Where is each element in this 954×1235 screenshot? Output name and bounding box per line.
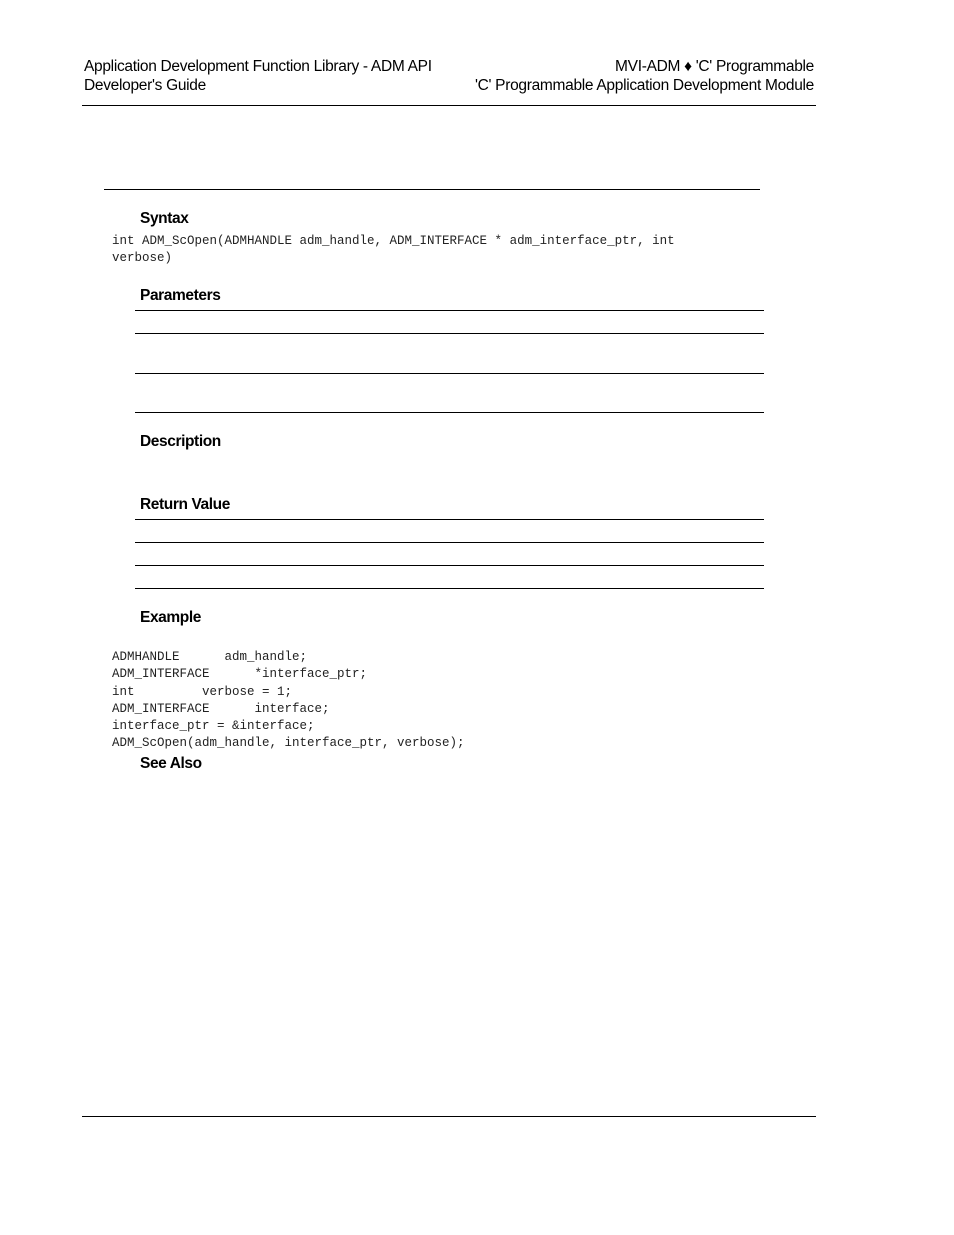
return-value-table-rule [135, 542, 764, 543]
parameters-table-rule [135, 310, 764, 311]
example-code-line: int verbose = 1; [112, 684, 293, 699]
header-rule [82, 105, 816, 106]
parameters-table-rule [135, 333, 764, 334]
parameters-table-rule [135, 373, 764, 374]
function-title-rule [104, 189, 760, 190]
example-code-block [112, 632, 465, 770]
parameters-heading: Parameters [140, 287, 221, 304]
header-title: Application Development Function Library - ADM API [84, 58, 432, 75]
footer-rule [82, 1116, 816, 1117]
example-code-line: ADM_ScOpen(adm_handle, interface_ptr, verbose); [112, 736, 465, 751]
return-value-table-rule [135, 565, 764, 566]
see-also-heading: See Also [140, 755, 202, 772]
example-code-line: ADMHANDLE adm_handle; [112, 650, 308, 665]
syntax-heading: Syntax [140, 210, 189, 227]
example-code-line: interface_ptr = &interface; [112, 719, 315, 734]
header-product-description: 'C' Programmable Application Development Module [474, 77, 814, 94]
header-subtitle: Developer's Guide [84, 77, 206, 94]
parameters-table-rule [135, 412, 764, 413]
return-value-table-rule [135, 588, 764, 589]
return-value-table-rule [135, 519, 764, 520]
example-heading: Example [140, 609, 201, 626]
description-heading: Description [140, 433, 221, 450]
example-code-line: ADM_INTERFACE interface; [112, 701, 330, 716]
example-code-line: ADM_INTERFACE *interface_ptr; [112, 667, 368, 682]
header-product: MVI-ADM ♦ 'C' Programmable [615, 58, 814, 75]
return-value-heading: Return Value [140, 496, 230, 513]
syntax-code: int ADM_ScOpen(ADMHANDLE adm_handle, ADM_INTERFACE * adm_interface_ptr, int verbose) [112, 234, 675, 266]
